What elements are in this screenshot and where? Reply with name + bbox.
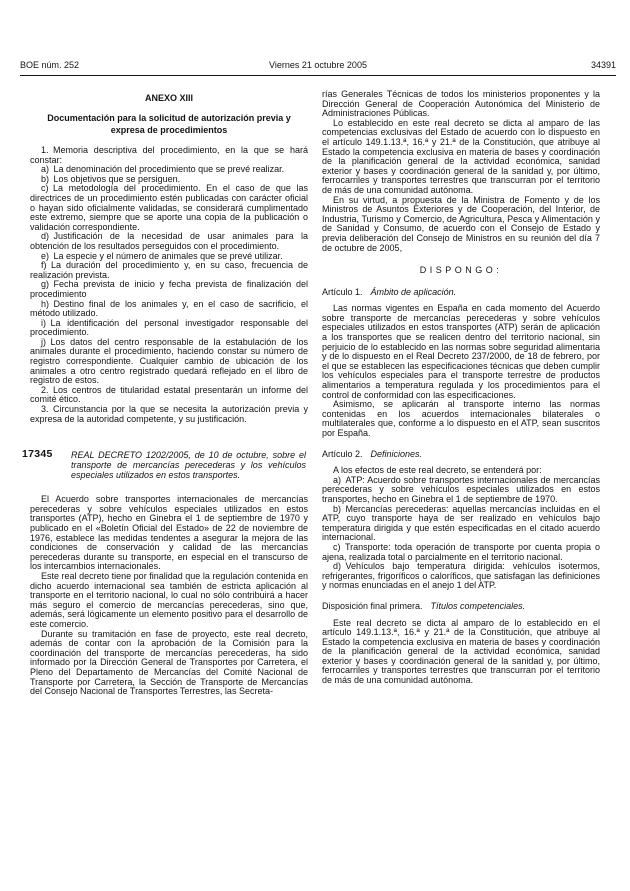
annex-title: ANEXO XIII (144, 93, 193, 103)
article-1-heading (322, 288, 600, 298)
decree-item-heading (22, 450, 308, 480)
header-issue-number: BOE núm. 252 (20, 60, 80, 70)
paragraph: b) Mercancías perecederas: aquellas mercancías incluidas en el ATP, cuyo transporte haya de ser realizado en vehículos bajo temperatura dirigida y que estén especificadas en el citado acuerdo internacional. (322, 503, 600, 543)
article-2-title: Definiciones. (370, 448, 423, 459)
page-header (20, 60, 616, 76)
paragraph: Las normas vigentes en España en cada momento del Acuerdo sobre transporte de mercancías perecederas y sobre vehículos especiales utilizados en estos transportes (ATP) serán de aplicación a los transportes que se realicen dentro del territorio nacional, sin perjuicio de lo establecido en las normas sobre seguridad alimentaria y de lo dispuesto en el Real Decreto 237/2000, de 18 de febrero, por el que se establecen las especificaciones técnicas que deben cumplir los vehículos especiales para el transporte terrestre de productos alimentarios a temperatura regulada y los procedimientos para el control de conformidad con las especificaciones. (322, 303, 600, 400)
paragraph: i) La identificación del personal investigador responsable del procedimiento. (30, 317, 308, 338)
annex-subtitle: Documentación para la solicitud de autorización previa y expresa de procedimientos (47, 113, 291, 135)
paragraph: a) ATP: Acuerdo sobre transportes internacionales de mercancías perecederas y sobre vehículos especiales utilizados en estos transportes, hecho en Ginebra el 1 de septiembre de 1970. (322, 474, 600, 504)
paragraph: 3. Circunstancia por la que se necesita la autorización previa y expresa de la autoridad competente, y su justificación. (30, 404, 308, 424)
article-2-heading (322, 450, 600, 460)
decree-item-number: 17345 (22, 448, 53, 461)
header-date: Viernes 21 octubre 2005 (269, 60, 367, 70)
paragraph: rías Generales Técnicas de todos los ministerios proponentes y la Dirección General de Cooperación Autonómica del Ministerio de Administraciones Públicas. (322, 89, 600, 119)
header-page-number: 34391 (590, 60, 616, 70)
paragraph: h) Destino final de los animales y, en el caso de sacrificio, el método utilizado. (30, 298, 308, 319)
paragraph: Lo establecido en este real decreto se dicta al amparo de las competencias exclusivas del Estado de acuerdo con lo dispuesto en el artículo 149.1.13.ª, 16.ª y 21.ª de la Constitución, que atribuye al Estado la competencia exclusiva en materia de bases y coordinación de la planificación general de la actividad económica, sanidad exterior y bases y coordinación general de la sanidad y, por último, ferrocarriles y transportes terrestres que transcurran por el territorio de más de una comunidad autónoma. (322, 117, 600, 195)
paragraph: Este real decreto tiene por finalidad que la regulación contenida en dicho acuerdo internacional sea también de estricta aplicación al transporte en el territorio nacional, lo cual no sólo contribuirá a hacer más seguro el comercio de mercancías perecederas, sino que, además, será lógicamente un elemento positivo para el desarrollo de este comercio. (30, 570, 308, 629)
article-1-label: Artículo 1. (322, 286, 363, 297)
paragraph: Asimismo, se aplicarán al transporte interno las normas contenidas en los acuerdos internacionales bilaterales o multilaterales que, conforme a lo dispuesto en el ATP, sean suscritos por España. (322, 399, 600, 438)
right-column (322, 90, 600, 697)
paragraph: c) La metodología del procedimiento. En el caso de que las directrices de un procedimiento estén publicadas con carácter oficial o hayan sido oficialmente validadas, se considerará cumplimentado este extremo, siempre que se aporte una copia de la publicación o validación correspondiente. (30, 183, 308, 232)
paragraph: c) Transporte: toda operación de transporte por cuenta propia o ajena, realizada total o parcialmente en el territorio nacional. (322, 541, 600, 562)
dispongo-heading: DISPONGO: (419, 265, 503, 276)
paragraph: Durante su tramitación en fase de proyecto, este real decreto, además de contar con la aprobación de la Comisión para la coordinación del transporte de mercancías perecederas, ha sido informado por la Dirección General de Transportes por Carretera, el Pleno del Departamento de Mercancías del Comité Nacional de Transporte por Carretera, la Sección de Transporte de Mercancías del Consejo Nacional de Transportes Terrestres, las Secreta- (30, 628, 308, 697)
final-provision-heading (322, 602, 600, 612)
paragraph: g) Fecha prevista de inicio y fecha prevista de finalización del procedimiento (30, 279, 308, 299)
paragraph: El Acuerdo sobre transportes internacionales de mercancías perecederas y sobre vehículos especiales utilizados en estos transportes (ATP), hecho en Ginebra el 1 de septiembre de 1970 y publicado en el «Boletín Oficial del Estado» de 22 de noviembre de 1976, establece las medidas tendentes a asegurar la mejora de las condiciones de conservación y calidad de las mercancías perecederas durante su transporte, en especial en el transcurso de los intercambios internacionales. (30, 494, 308, 572)
paragraph: d) Vehículos bajo temperatura dirigida: vehículos isotermos, refrigerantes, frigoríficos o caloríficos, que satisfagan las definiciones y normas enunciadas en el anejo 1 del ATP. (322, 561, 600, 591)
paragraph: a) La denominación del procedimiento que se prevé realizar. (41, 164, 285, 175)
paragraph: d) Justificación de la necesidad de usar animales para la obtención de los resultados perseguidos con el procedimiento. (30, 231, 308, 251)
left-column (22, 90, 308, 697)
paragraph: e) La especie y el número de animales que se prevé utilizar. (41, 250, 283, 261)
article-2-label: Artículo 2. (322, 448, 363, 459)
paragraph: f) La duración del procedimiento y, en su caso, frecuencia de realización prevista. (30, 260, 308, 280)
paragraph: j) Los datos del centro responsable de la estabulación de los animales durante el procedimiento, haciendo constar su número de registro correspondiente. Cualquier cambio de ubicación de los animales a otro centro registrado quedará reflejado en el libro de registro de estos. (30, 336, 308, 386)
paragraph: En su virtud, a propuesta de la Ministra de Fomento y de los Ministros de Asuntos Exteriores y de Cooperación, del Interior, de Industria, Turismo y Comercio, de Agricultura, Pesca y Alimentación y de Sanidad y Consumo, de acuerdo con el Consejo de Estado y previa deliberación del Consejo de Ministros en su reunión del día 7 de octubre de 2005, (322, 194, 600, 253)
final-provision-label: Disposición final primera. (322, 600, 423, 611)
final-provision-title: Títulos competenciales. (430, 600, 526, 611)
paragraph: 2. Los centros de titularidad estatal presentarán un informe del comité ético. (30, 384, 308, 405)
paragraph: A los efectos de este real decreto, se entenderá por: (333, 465, 542, 476)
paragraph: Este real decreto se dicta al amparo de lo establecido en el artículo 149.1.13.ª, 16.ª y 21.ª de la Constitución, que atribuye al Estado la competencia exclusiva en materia de bases y coordinación de la planificación general de la actividad económica, sanidad exterior y bases y coordinación general de la sanidad y, por último, ferrocarriles y transportes terrestres que transcurran por el territorio de más de una comunidad autónoma. (322, 617, 600, 686)
content-columns (22, 89, 600, 697)
decree-item-title: REAL DECRETO 1202/2005, de 10 de octubre, sobre el transporte de mercancías perecederas y los vehículos especiales utilizados en estos transportes. (71, 450, 306, 481)
article-1-title: Ámbito de aplicación. (370, 286, 457, 297)
paragraph: b) Los objetivos que se persiguen. (41, 173, 181, 184)
paragraph: 1. Memoria descriptiva del procedimiento, en la que se hará constar: (30, 145, 308, 165)
